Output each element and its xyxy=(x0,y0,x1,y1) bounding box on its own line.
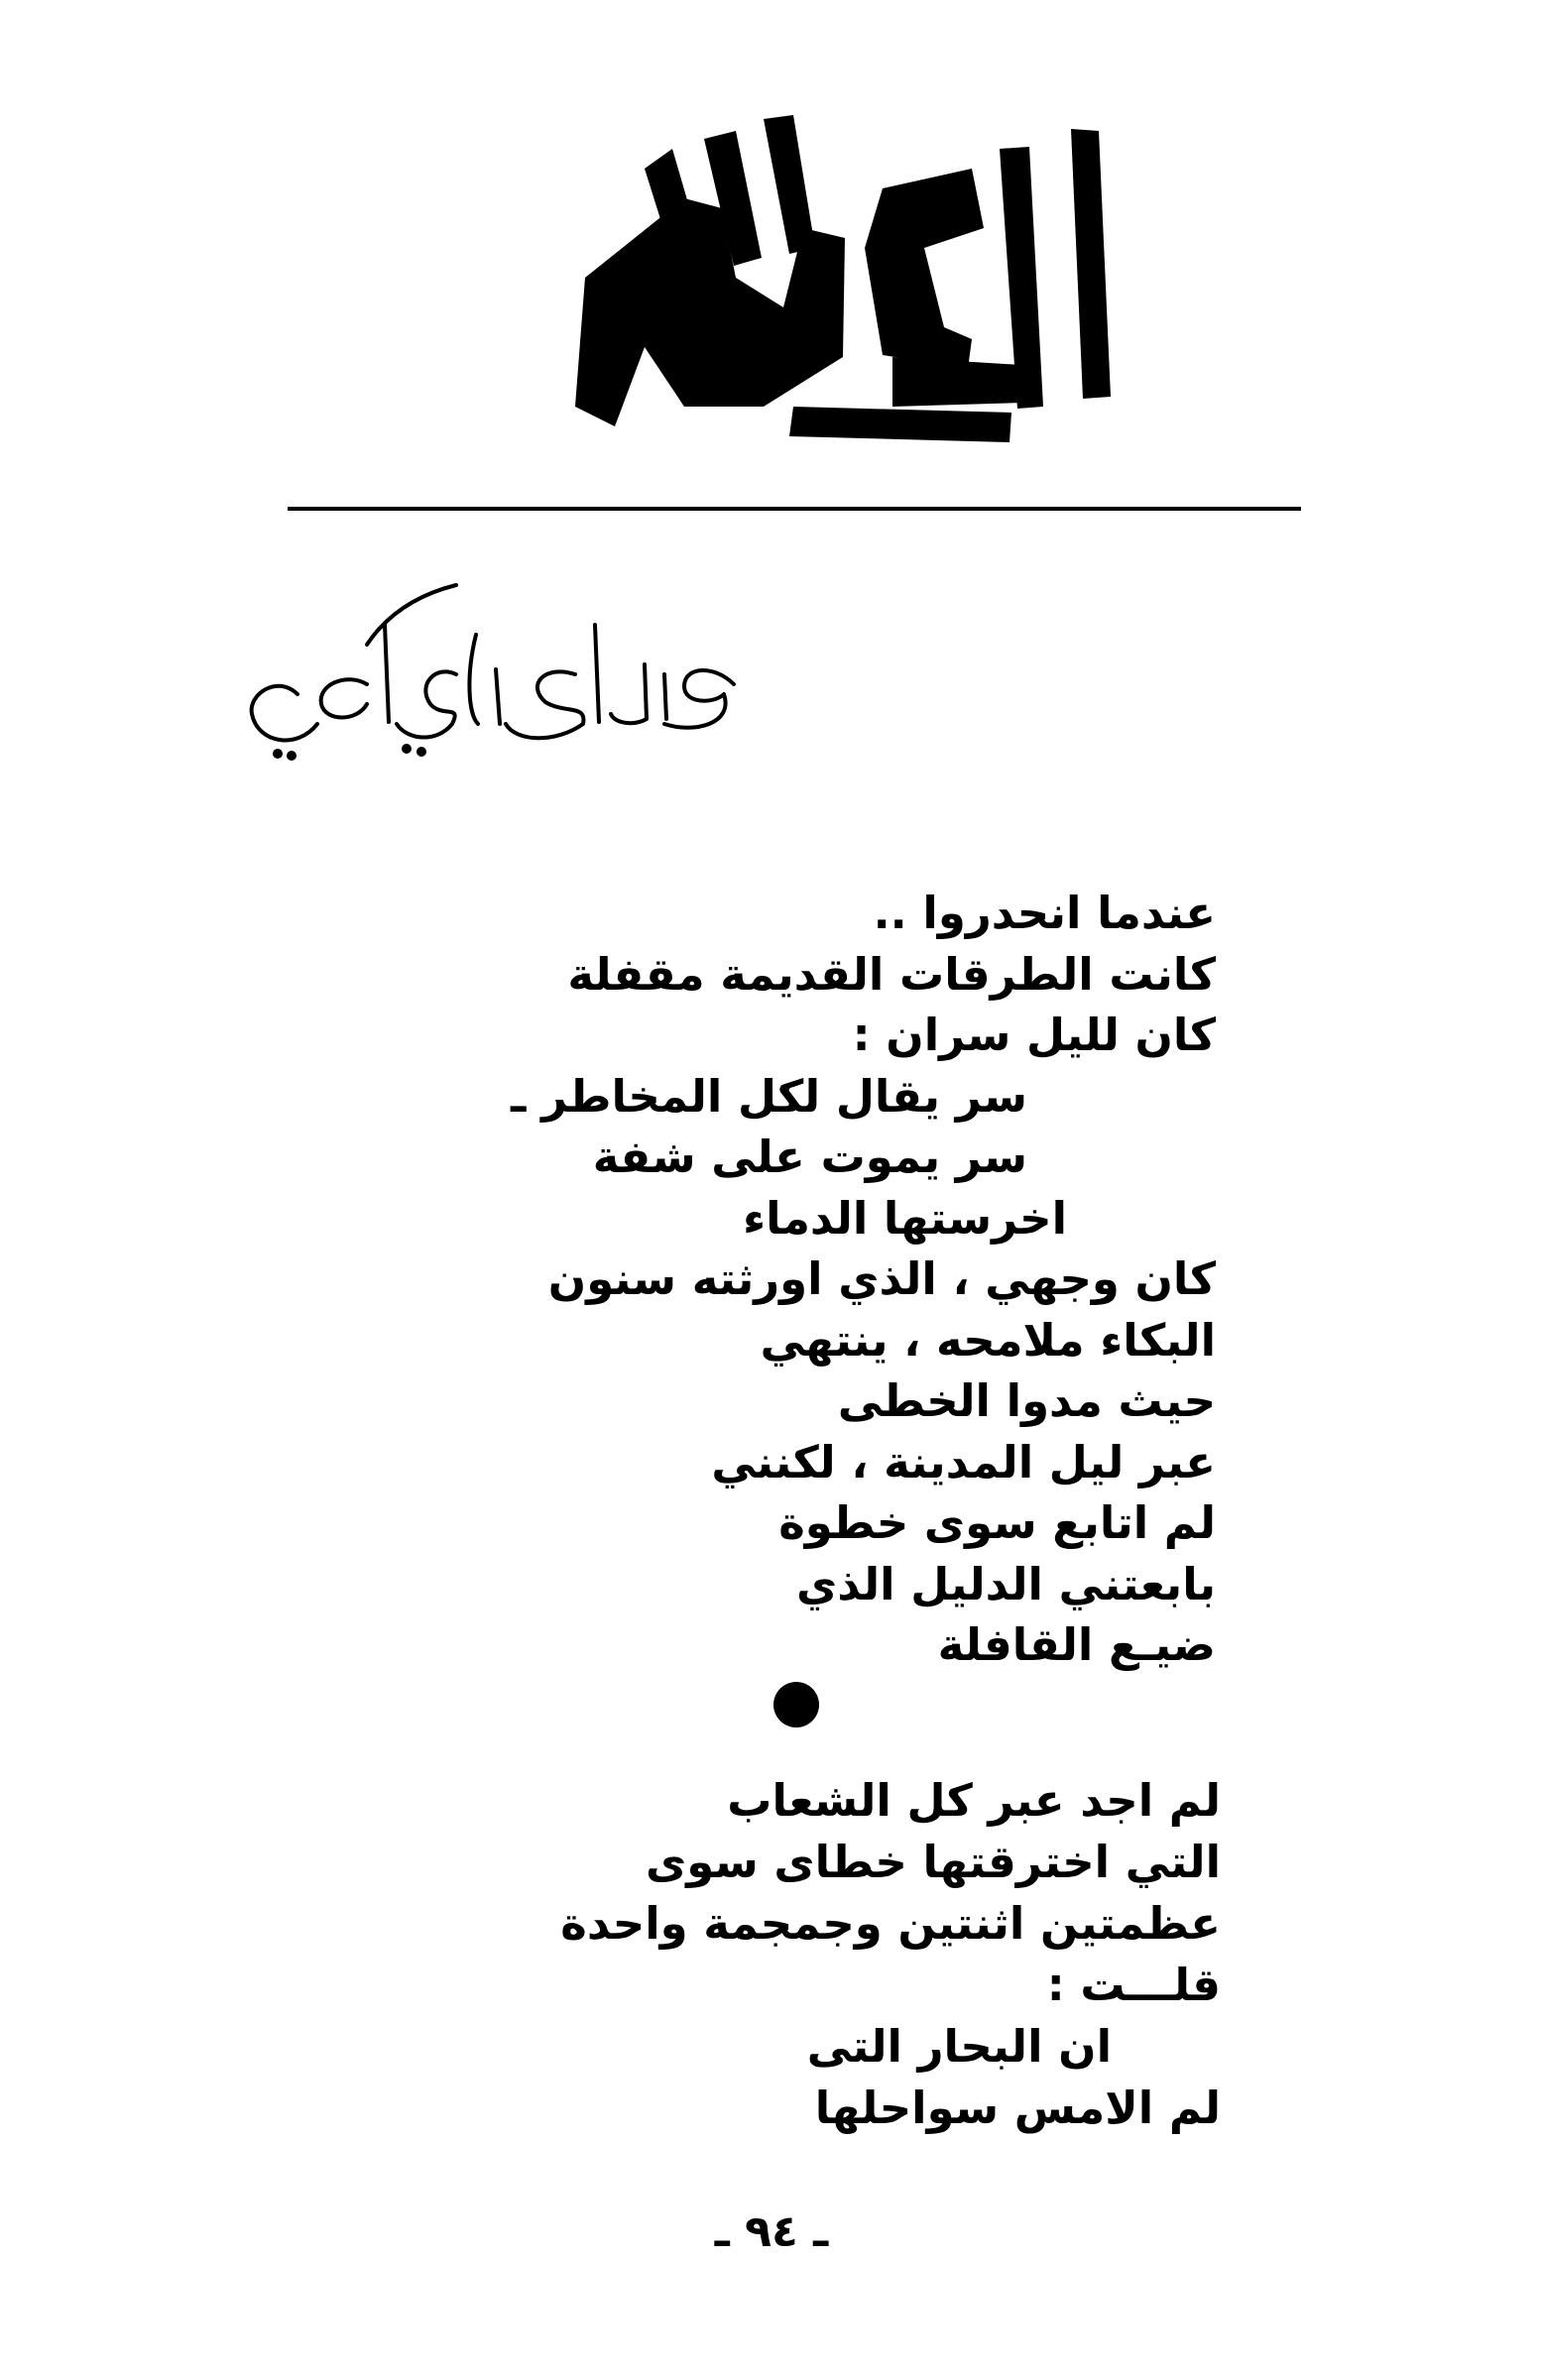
poem-stanza-2 xyxy=(229,1770,1221,2139)
poem-line: اخرستها الدماء xyxy=(743,1191,1067,1245)
poem-line: البكاء ملامحه ، ينتهي xyxy=(760,1313,1216,1367)
poem-line: كان لليل سران : xyxy=(852,1009,1216,1061)
poem-line: سر يقال لكل المخاطر ـ xyxy=(511,1069,1027,1123)
poem-line: لم اتابع سوى خطوة xyxy=(778,1496,1216,1549)
poem-line: قلـــت : xyxy=(1046,1959,1221,2011)
poem-line: عندما انحدروا .. xyxy=(873,887,1216,939)
poem-line: التي اخترقتها خطاى سوى xyxy=(646,1836,1221,1888)
poem-line: لم اجد عبر كل الشعاب xyxy=(727,1774,1221,1827)
poem-line: ان البحار التى xyxy=(806,2020,1112,2073)
title-divider xyxy=(288,507,1301,511)
poem-line: ضيـع القافلة xyxy=(937,1618,1216,1671)
poem-line: كان وجهي ، الذي اورثته سنون xyxy=(547,1252,1216,1305)
poem-line: عظمتين اثنتين وجمجمة واحدة xyxy=(560,1897,1221,1950)
poem-stanza-1 xyxy=(224,883,1216,1743)
poem-line: سر يموت على شفة xyxy=(592,1130,1027,1183)
calligraphic-title xyxy=(555,109,1150,466)
poem-line: بابعتني الدليل الذي xyxy=(796,1557,1216,1610)
poem-line: عبر ليل المدينة ، لكنني xyxy=(711,1435,1216,1488)
poem-line: لم الامس سواحلها xyxy=(814,2082,1221,2134)
page-number: ـ ٩٤ ـ xyxy=(714,2206,829,2257)
poem-line: حيث مدوا الخطى xyxy=(837,1374,1216,1427)
author-signature xyxy=(218,555,773,774)
poem-line: كانت الطرقات القديمة مقفلة xyxy=(567,947,1216,1001)
section-separator-dot xyxy=(773,1682,819,1727)
